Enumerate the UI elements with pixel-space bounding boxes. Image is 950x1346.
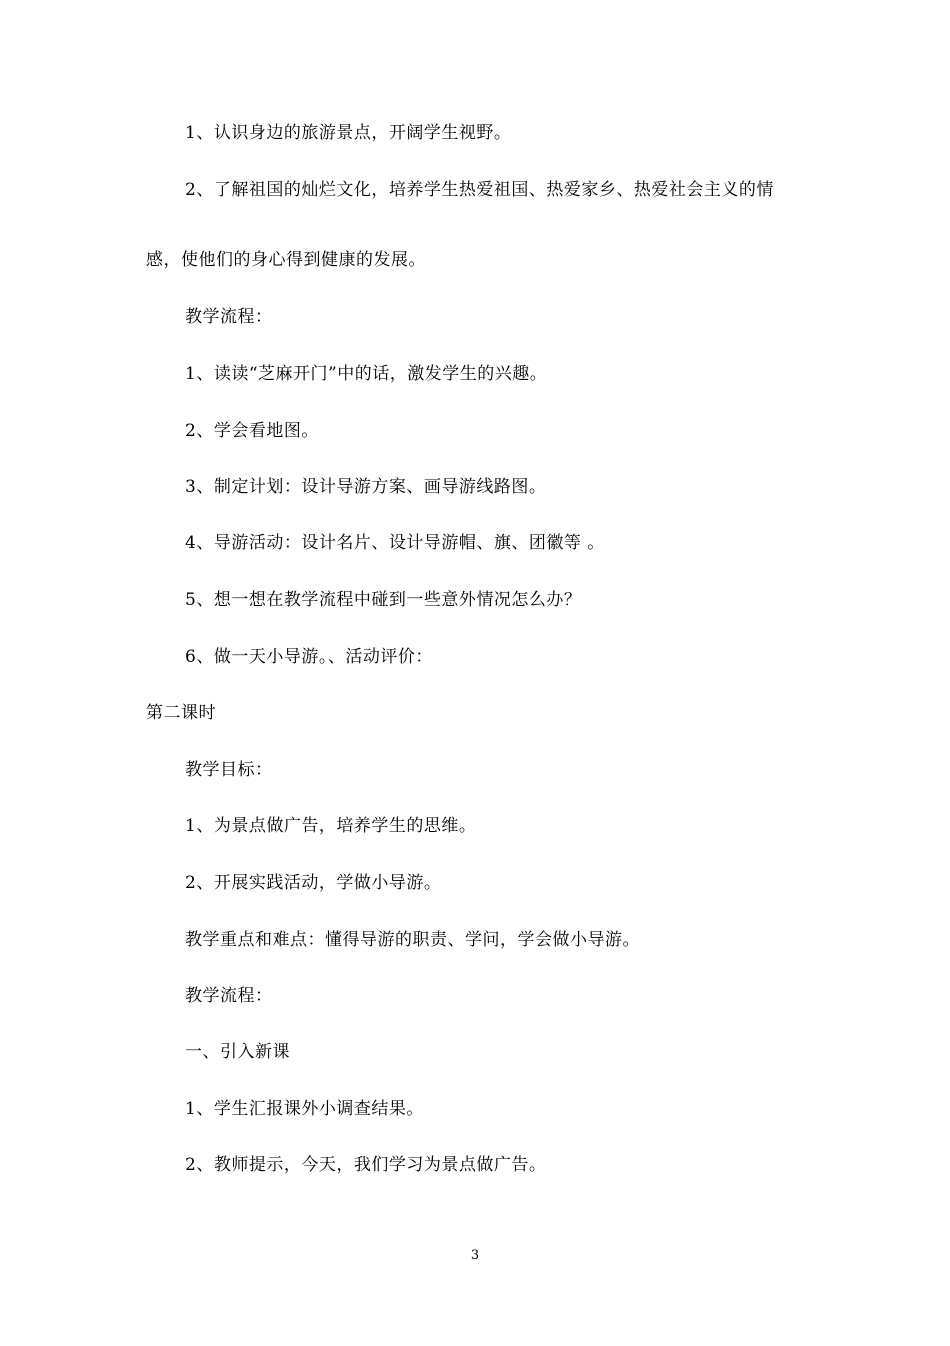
heading-teaching-process-b: 教学流程： [185, 986, 273, 1006]
paragraph-process-1: 1、读读“芝麻开门”中的话，激发学生的兴趣。 [185, 364, 548, 384]
paragraph-objective-2: 2、了解祖国的灿烂文化，培养学生热爱祖国、热爱家乡、热爱社会主义的情 [185, 180, 774, 200]
paragraph-objective-b1: 1、为景点做广告，培养学生的思维。 [185, 816, 477, 836]
heading-teaching-process: 教学流程： [185, 307, 273, 327]
paragraph-intro-2: 2、教师提示，今天，我们学习为景点做广告。 [185, 1155, 547, 1175]
paragraph-process-3: 3、制定计划：设计导游方案、画导游线路图。 [185, 477, 547, 497]
paragraph-process-4: 4、导游活动：设计名片、设计导游帽、旗、团徽等 。 [185, 533, 605, 553]
paragraph-process-6: 6、做一天小导游。、活动评价： [185, 647, 433, 667]
heading-second-lesson: 第二课时 [146, 703, 216, 723]
heading-intro: 一、引入新课 [185, 1042, 290, 1062]
paragraph-intro-1: 1、学生汇报课外小调查结果。 [185, 1099, 424, 1119]
heading-teaching-objectives: 教学目标： [185, 760, 273, 780]
paragraph-process-5: 5、想一想在教学流程中碰到一些意外情况怎么办？ [185, 590, 582, 610]
paragraph-objective-2-continued: 感，使他们的身心得到健康的发展。 [146, 250, 426, 270]
paragraph-objective-b2: 2、开展实践活动，学做小导游。 [185, 873, 442, 893]
paragraph-process-2: 2、学会看地图。 [185, 421, 319, 441]
paragraph-key-points: 教学重点和难点：懂得导游的职责、学问，学会做小导游。 [185, 930, 640, 950]
paragraph-objective-1: 1、认识身边的旅游景点，开阔学生视野。 [185, 123, 512, 143]
page-number: 3 [470, 1248, 480, 1263]
